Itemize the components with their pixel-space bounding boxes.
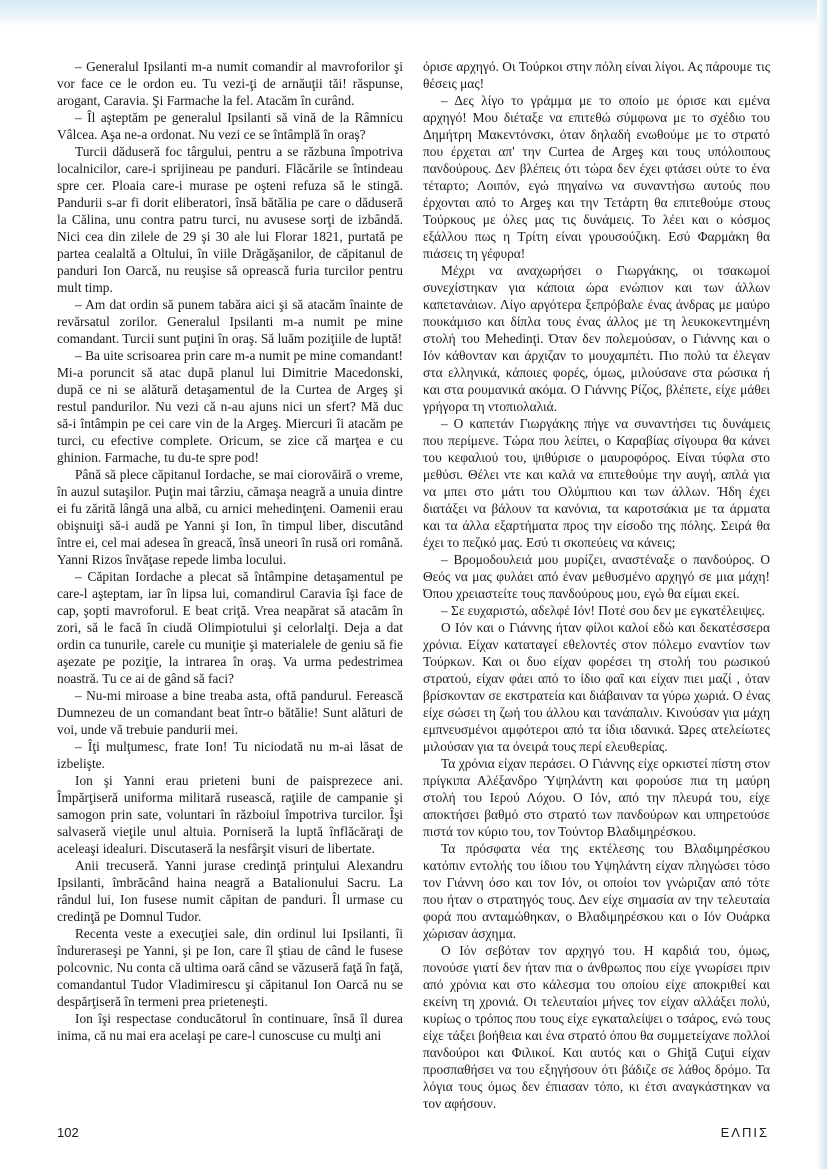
paragraph: Μέχρι να αναχωρήσει ο Γιωργάκης, οι τσακωμοί συνεχίστηκαν για κάποια ώρα ενώπιον και των άλλων καπετανάιων. Λίγο αργότερα ξεπρόβαλε ένας άνδρας με μαύρο πουκάμισο και δίπλα τους ένας άλλος με τη λευκοκεντημένη στολή του Mehedinţi. Όταν δεν πολεμούσαν, ο Γιάννης και ο Ιόν κάθονταν και άρχιζαν το μουχαμπέτι. Πιο πολύ τα έλεγαν στα ελληνικά, κάποιες φορές, όμως, μιλούσανε στα ρώσικα ή και στα ρουμανικά ακόμα. Ο Γιάννης Ρίζος, βλέπετε, είχε μάθει γρήγορα τη ντοπιολαλιά. — [423, 263, 770, 414]
paragraph: Ion şi Yanni erau prieteni buni de paisprezece ani. Împărţiseră uniforma militară rusească, raţiile de campanie şi samogon prin sate, voluntari în războiul împotriva turcilor. Îşi salvaseră vieţile unul altuia. Porniseră la luptă înflăcăraţi de aceleaşi idealuri. Discutaseră la nesfârşit visuri de libertate. — [57, 773, 403, 856]
journal-name: ΕΛΠΙΣ — [720, 1125, 769, 1140]
paragraph: – Îţi mulţumesc, frate Ion! Tu niciodată nu m-ai lăsat de izbelişte. — [57, 739, 403, 771]
paragraph: Τα πρόσφατα νέα της εκτέλεσης του Βλαδιμηρέσκου κατόπιν εντολής του ίδιου του Υψηλάντη είχαν πληγώσει τόσο τον Γιάννη όσο και τον Ιόν, οι οποίοι τον γνώριζαν από τότε που ήταν ο στρατηγός τους. Δεν είχε σημασία αν την τελευταία φορά που ανταμώθηκαν, ο Βλαδιμηρέσκου και ο Ιόν Ουάρκα χώρισαν άσχημα. — [423, 841, 770, 941]
paragraph: – Am dat ordin să punem tabăra aici şi să atacăm înainte de revărsatul zorilor. Generalul Ipsilanti m-a numit pe mine comandant. Turcii sunt puţini în oraş. Să luăm poziţiile de luptă! — [57, 297, 403, 346]
paragraph: – Δες λίγο το γράμμα με το οποίο με όρισε και εμένα αρχηγό! Μου διέταξε να επιτεθώ σύμφωνα με το σχέδιο του Δημήτρη Μακεντόνσκι, όταν δηλαδή ενωθούμε με το στρατό που έρχεται απ' την Curtea de Argeş και τους υπόλοιπους πανδούρους. Δεν βλέπεις ότι τώρα δεν έχει φτάσει ούτε το ένα τέταρτο; Λοιπόν, εγώ πηγαίνω να συναντήσω αυτούς που έρχονται από το Argeş και την Τετάρτη θα επιτεθούμε στους Τούρκους με όλες μας τις δυνάμεις. Το λέει και ο κόσμος εξάλλου πως η Τρίτη είναι γρουσούζικη. Εσύ Φαρμάκη θα πιάσεις τη γέφυρα! — [423, 93, 770, 261]
paragraph: – Σε ευχαριστώ, αδελφέ Ιόν! Ποτέ σου δεν με εγκατέλειψες. — [441, 603, 765, 618]
paragraph: Până să plece căpitanul Iordache, se mai ciorovăiră o vreme, în auzul sutaşilor. Puţin mai târziu, cămaşa neagră a unuia dintre ei fu zărită lângă una albă, cu arnici mehedinţeni. Oamenii erau obişnuiţi să-i audă pe Yanni şi Ion, în timpul liber, discutând între ei, cel mai adesea în greacă, însă uneori în rusă ori română. Yanni Rizos învăţase repede limba locului. — [57, 467, 403, 567]
paragraph: – Îl aşteptăm pe generalul Ipsilanti să vină de la Râmnicu Vâlcea. Aşa ne-a ordonat. Nu vezi ce se întâmplă în oraş? — [57, 110, 403, 142]
paragraph: όρισε αρχηγό. Οι Τούρκοι στην πόλη είναι λίγοι. Ας πάρουμε τις θέσεις μας! — [423, 59, 770, 91]
paragraph: Recenta veste a execuţiei sale, din ordinul lui Ipsilanti, îi îndureraseşi pe Yanni, şi pe Ion, care îl ştiau de când le fusese polcovnic. Nu conta că ultima oară când se văzuseră faţă în faţă, comandantul Tudor Vladimirescu şi căpitanul Ion Oarcă nu se despărţiseră în termeni prea prieteneşti. — [57, 926, 403, 1009]
right-text-column — [423, 58, 770, 1138]
paragraph: Τα χρόνια είχαν περάσει. Ο Γιάννης είχε ορκιστεί πίστη στον πρίγκιπα Αλέξανδρο Ύψηλάντη και φορούσε πια τη μαύρη στολή του Ιερού Λόχου. Ο Ιόν, από την πλευρά του, είχε αποκτήσει βαθμό στο στρατό των πανδούρων και υπηρετούσε πιστά τον κύριο του, τον Τούντορ Βλαδιμηρέσκου. — [423, 756, 770, 839]
paragraph: Turcii dăduseră foc târgului, pentru a se răzbuna împotriva localnicilor, care-i sprijineau pe panduri. Flăcările se întindeau spre cer. Ploaia care-i murase pe oşteni refuza să le stingă. Pandurii s-ar fi dorit eliberatori, însă bătălia pe care o dăduseră la Călina, unu contra patru turci, nu avusese sorţi de izbândă. Nici cea din zilele de 29 şi 30 ale lui Florar 1821, purtată pe partea cealaltă a Oltului, în viile Drăgăşanilor, de căpitanul de panduri Ion Oarcă, nu reuşise să oprească furia turcilor pentru mult timp. — [57, 144, 403, 295]
paragraph: Ο Ιόν και ο Γιάννης ήταν φίλοι καλοί εδώ και δεκατέσσερα χρόνια. Είχαν καταταγεί εθελοντές στον πόλεμο εναντίον των Τούρκων. Και οι δυο είχαν φορέσει τη στολή του ρωσικού στρατού, είχαν φάει από το ίδιο φαΐ και είχαν πιει μαζί , όταν βρίσκονταν σε εκστρατεία και διάβαιναν τα γύρω χωριά. Ο ένας είχε σώσει τη ζωή του άλλου και τανάπαλιν. Κινούσαν για μάχη εμπνευσμένοι αμφότεροι από τα ίδια ιδανικά. Ώρες ατελείωτες μιλούσαν για τα όνειρά τους περί ελευθερίας. — [423, 620, 770, 754]
paragraph: – Nu-mi miroase a bine treaba asta, oftă pandurul. Ferească Dumnezeu de un comandant beat într-o bătălie! Sunt alături de voi, unde vă trebuie pandurii mei. — [57, 688, 403, 737]
paragraph: Ion îşi respectase conducătorul în continuare, însă îl durea inima, că nu mai era acelaşi pe care-l cunoscuse cu mulţi ani — [57, 1011, 403, 1043]
paragraph: – Ο καπετάν Γιωργάκης πήγε να συναντήσει τις δυνάμεις που περίμενε. Τώρα που λείπει, ο Καραβίας σίγουρα θα κάνει του κεφαλιού του, ψιθύρισε ο μαυροφόρος. Είναι τύφλα στο μεθύσι. Θέλει ντε και καλά να επιτεθούμε την αυγή, απλά για να μπει στο μάτι του Ολύμπιου και των άλλων. Ήδη έχει διατάξει να βάλουν τα κανόνια, τα καροτσάκια με τα άρματα και τα άλλα εξαρτήματα προς την είσοδο της πόλης. Σειρά θα έχει το πεζικό μας. Εσύ τι σκοπεύεις να κάνεις; — [423, 416, 770, 550]
paragraph: – Generalul Ipsilanti m-a numit comandir al mavroforilor şi vor face ce le ordon eu. Tu vezi-ţi de arnăuţii tăi! răspunse, arogant, Caravia. Şi Farmache la fel. Atacăm în curând. — [57, 59, 403, 108]
paragraph: Anii trecuseră. Yanni jurase credinţă prinţului Alexandru Ipsilanti, îmbrăcând haina neagră a Batalionului Sacru. La rândul lui, Ion fusese numit căpitan de panduri. Îl urmase cu credinţă pe Domnul Tudor. — [57, 858, 403, 924]
left-text-column — [57, 58, 403, 1138]
page-number: 102 — [57, 1125, 79, 1140]
paragraph: – Ba uite scrisoarea prin care m-a numit pe mine comandant! Mi-a poruncit să atac după planul lui Dimitrie Macedonski, după ce ni se alătură detaşamentul de la Curtea de Argeş şi restul pandurilor. Nu vezi că n-au ajuns nici un sfert? Mă duc să-i întâmpin pe cei care vin de la Argeş. Miercuri îi atacăm pe turci, cu efective complete. Oricum, se zice că marţea e cu ghinion. Farmache, tu du-te spre pod! — [57, 348, 403, 465]
paragraph: – Βρομοδουλειά μου μυρίζει, αναστέναξε ο πανδούρος. Ο Θεός να μας φυλάει από έναν μεθυσμένο αρχηγό σε μια μάχη! Όπου χρειαστείτε τους πανδούρους μου, εγώ θα είμαι εκεί. — [423, 552, 770, 601]
paragraph: Ο Ιόν σεβόταν τον αρχηγό του. Η καρδιά του, όμως, πονούσε γιατί δεν ήταν πια ο άνθρωπος που είχε γνωρίσει πριν από χρόνια και στο κάλεσμα του οποίου είχε αποκριθεί και εκείνη τη χρονιά. Οι τελευταίοι μήνες τον είχαν αλλάξει πολύ, κυρίως ο τρόπος που τους είχε εγκαταλείψει ο τσάρος, ενώ τους είχε τάξει βοήθεια και ένα στρατό όπου θα συμμετείχανε πολλοί πανδούροι και Φιλικοί. Και αυτός και ο Ghiţă Cuţui είχαν προσπαθήσει να του εξηγήσουν ότι βάδιζε σε λάθος δρόμο. Τα λόγια τους όμως δεν έπιασαν τόπο, κι έτσι αναγκάστηκαν να τον αφήσουν. — [423, 943, 770, 1111]
paragraph: – Căpitan Iordache a plecat să întâmpine detaşamentul pe care-l aşteptam, iar în lipsa lui, comandirul Caravia îşi face de cap, şopti mavroforul. E beat criţă. Vrea neapărat să atacăm în zori, să le facă în ciudă Olimpiotului şi celorlalţi. Deja a dat ordin ca tunurile, carele cu muniţie şi materialele de geniu să fie aşezate pe poziţie, la intrarea în oraş. Va urma pedestrimea noastră. Tu ce ai de gând să faci? — [57, 569, 403, 686]
